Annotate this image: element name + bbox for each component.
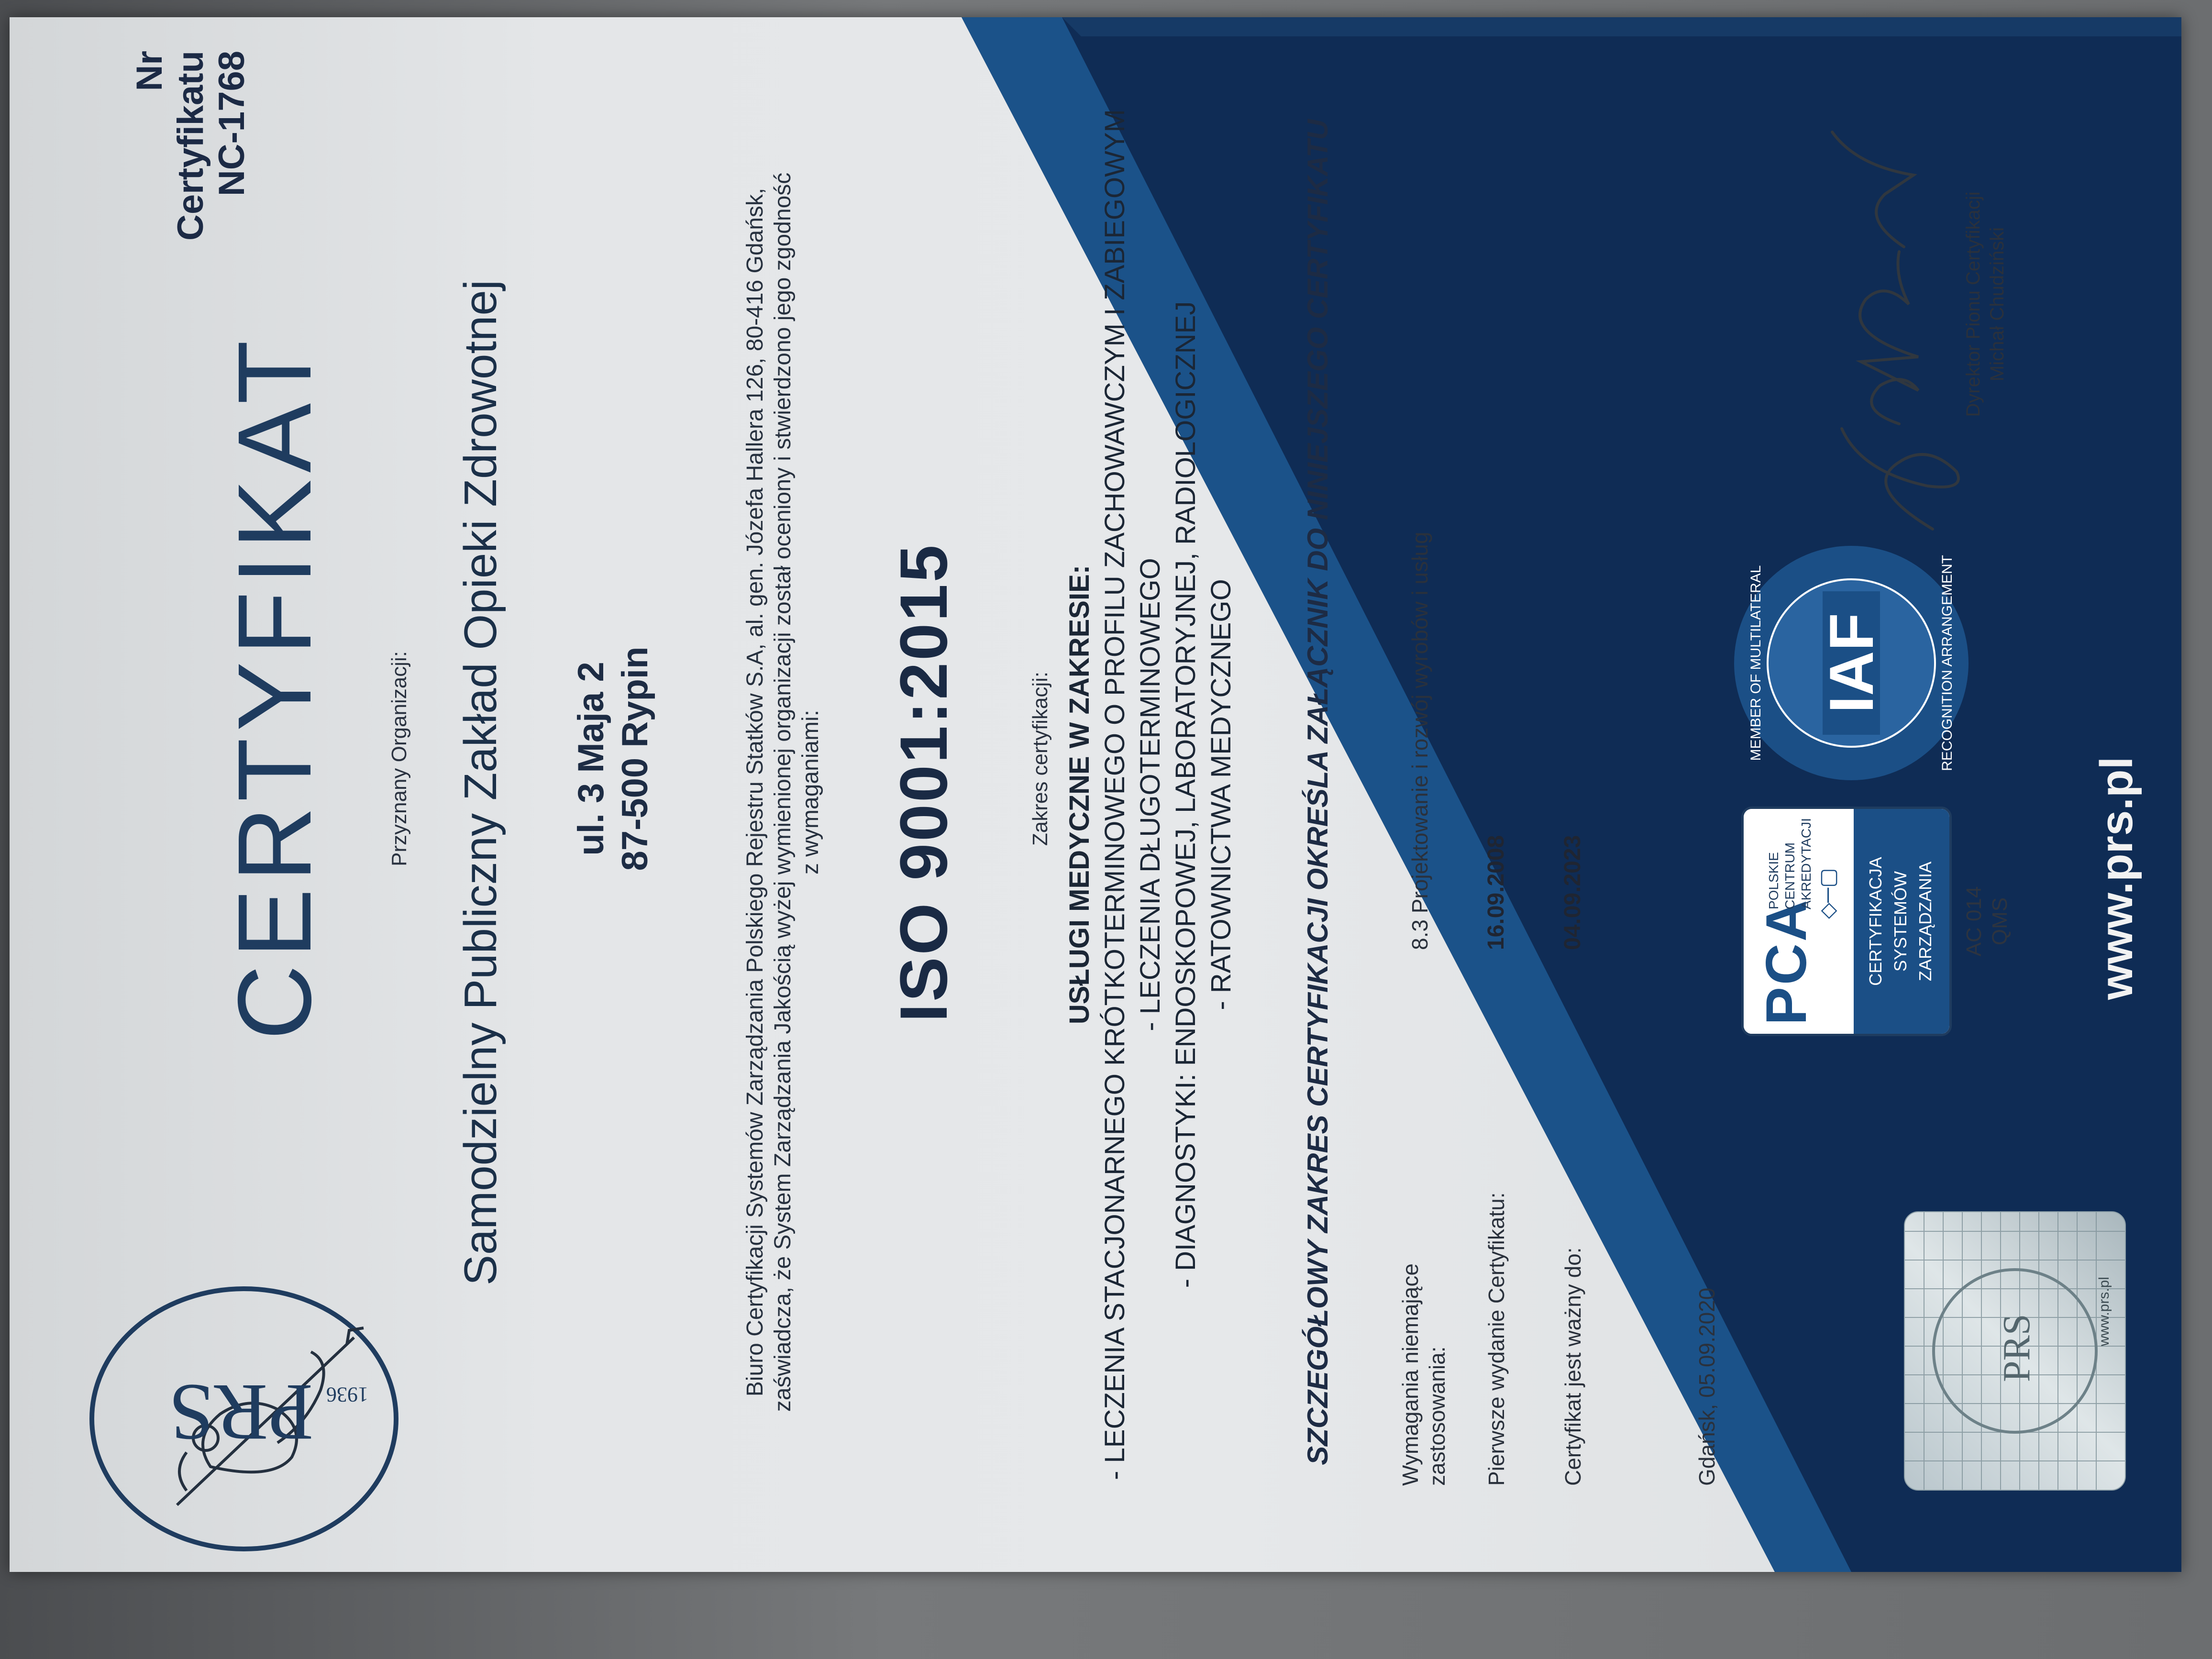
statement-line: z wymaganiami:	[798, 709, 823, 875]
certification-statement	[741, 108, 825, 1476]
certificate-sheet	[10, 17, 2181, 1572]
pca-cert-line: SYSTEMÓW	[1891, 871, 1910, 972]
signatory-title: Dyrektor Pionu Certyfikacji	[1963, 191, 1984, 417]
standard-name: ISO 9001:2015	[886, 543, 961, 1022]
iaf-abbr: IAF	[1816, 613, 1886, 713]
pca-logo	[1741, 807, 1952, 1036]
scope-line: USŁUGI MEDYCZNE W ZAKRESIE:	[1064, 564, 1095, 1025]
statement-line: zaświadcza, że System Zarządzania Jakością wyżej wymienionej organizacji został oceniony i stwierdzono jego zgodność	[770, 172, 796, 1412]
valid-until-date: 04.09.2023	[1560, 835, 1585, 950]
pca-accreditation	[1961, 835, 2013, 1007]
scope-line: - DIAGNOSTYKI: ENDOSKOPOWEJ, LABORATORYJNEJ, RADIOLOGICZNEJ	[1170, 301, 1201, 1288]
certificate-number	[129, 51, 253, 280]
pca-name-line: POLSKIE CENTRUM	[1766, 842, 1797, 909]
prs-logo-year: 1936	[326, 1383, 368, 1406]
exclusions-label-line: Wymagania niemające	[1398, 1263, 1423, 1486]
certificate-number-value: NC-1768	[211, 51, 252, 197]
exclusions-label	[1397, 1218, 1450, 1486]
iaf-badge-icon	[1732, 543, 1971, 783]
prs-logo	[86, 1266, 411, 1562]
pca-code: AC 014	[1962, 886, 1986, 957]
hologram-pattern-icon	[1905, 1212, 2125, 1490]
pca-symbol-icon: ◇─▢	[1816, 868, 1839, 919]
address-city: 87-500 Rypin	[615, 646, 655, 871]
scope-label: Zakres certyfikacji:	[1029, 671, 1052, 846]
place-and-date: Gdańsk, 05.09.2020	[1694, 1287, 1719, 1486]
scope-line: - RATOWNICTWA MEDYCZNEGO	[1206, 579, 1237, 1010]
signatory	[1961, 113, 2009, 496]
pca-cert-band	[1854, 809, 1952, 1034]
pca-cert-line: CERTYFIKACJA	[1866, 857, 1885, 986]
scope-line: - LECZENIA DŁUGOTERMINOWEGO	[1135, 558, 1166, 1031]
website: www.prs.pl	[2091, 756, 2142, 1000]
certificate-content	[10, 17, 2181, 1572]
signatory-name: Michał Chudziński	[1987, 227, 2008, 382]
organization-name: Samodzielny Publiczny Zakład Opieki Zdrowotnej	[455, 279, 506, 1286]
scope-list	[1062, 65, 1239, 1524]
pca-cert-line: ZARZĄDZANIA	[1915, 862, 1935, 982]
signature-icon	[1780, 113, 1980, 543]
exclusions-value: 8.3 Projektowanie i rozwój wyrobów i usług	[1407, 531, 1432, 950]
hologram-text: www.prs.pl	[2096, 1276, 2112, 1346]
address-street: ul. 3 Maja 2	[571, 662, 611, 856]
iaf-bottom-text: RECOGNITION ARRANGEMENT	[1939, 555, 1955, 771]
scope-line: - LECZENIA STACJONARNEGO KRÓTKOTERMINOWEGO O PROFILU ZACHOWAWCZYM I ZABIEGOWYM	[1099, 109, 1130, 1480]
exclusions-label-line: zastosowania:	[1425, 1346, 1449, 1486]
iaf-top-text: MEMBER OF MULTILATERAL	[1748, 565, 1764, 761]
hologram-seal	[1904, 1211, 2126, 1491]
certificate-title: CERTYFIKAT	[217, 333, 333, 1040]
iaf-logo	[1732, 543, 1971, 783]
pca-name-line: AKREDYTACJI	[1799, 818, 1814, 909]
pca-name	[1766, 809, 1814, 909]
pca-abbr: PCA	[1754, 898, 1818, 1025]
pca-type: QMS	[1988, 897, 2012, 946]
svg-text:PRS: PRS	[1996, 1314, 2038, 1382]
detailed-scope-note: SZCZEGÓŁOWY ZAKRES CERTYFIKACJI OKREŚLA ZAŁĄCZNIK DO NINIEJSZEGO CERTYFIKATU	[1302, 119, 1334, 1465]
granted-label: Przyznany Organizacji:	[387, 651, 411, 866]
prs-logo-text: PRS	[168, 1368, 313, 1458]
first-issue-date: 16.09.2008	[1483, 835, 1509, 950]
organization-address	[569, 520, 657, 998]
statement-line: Biuro Certyfikacji Systemów Zarządzania Polskiego Rejestru Statków S.A, al. gen. Józefa Hallera 126, 80-416 Gdańsk,	[742, 188, 768, 1397]
first-issue-label: Pierwsze wydanie Certyfikatu:	[1484, 1192, 1509, 1486]
certificate-number-label: Nr Certyfikatu	[129, 51, 211, 241]
valid-until-label: Certyfikat jest ważny do:	[1560, 1247, 1585, 1486]
